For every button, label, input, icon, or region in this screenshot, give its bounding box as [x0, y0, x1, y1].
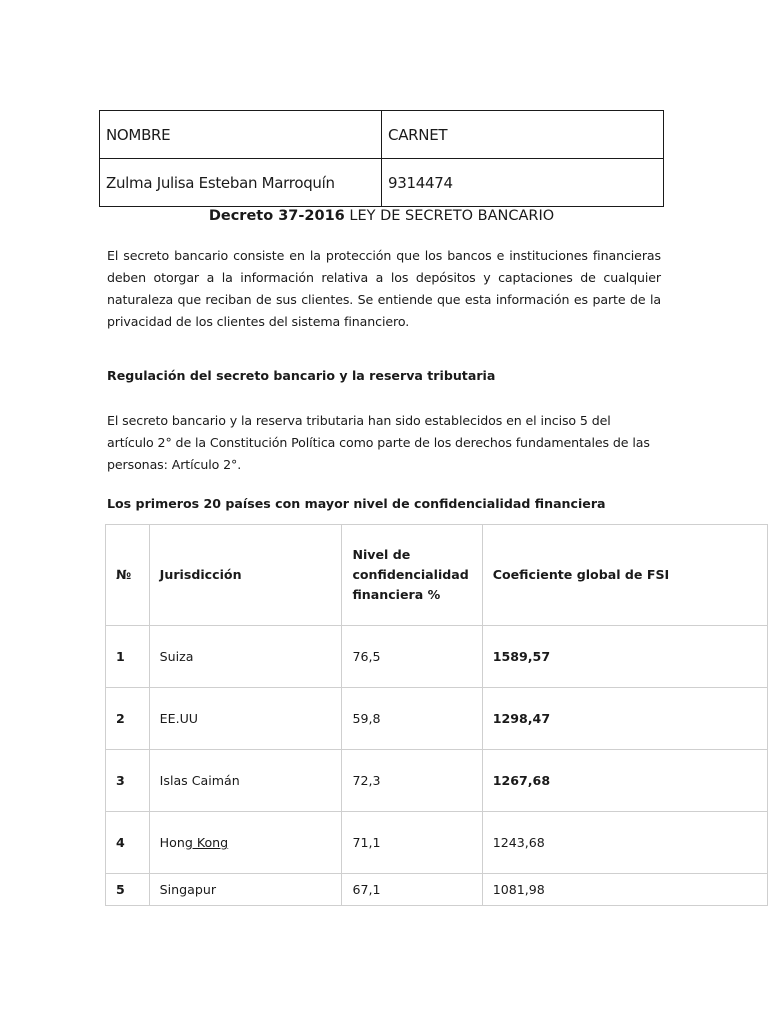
- header-secrecy-level: Nivel de confidencialidad financiera %: [342, 525, 482, 626]
- header-fsi: Coeficiente global de FSI: [482, 525, 767, 626]
- row-jurisdiction: [149, 750, 342, 812]
- title-bold-part: Decreto 37-2016: [208, 208, 345, 224]
- jurisdiction-text: EE.UU: [159, 711, 199, 726]
- title-normal-part: LEY DE SECRETO BANCARIO: [344, 208, 555, 224]
- row-jurisdiction: [149, 626, 342, 688]
- section-paragraph: El secreto bancario y la reserva tributaria han sido establecidos en el inciso 5 del artículo 2° de la Constitución Política como parte de los derechos fundamentales de las personas: Artículo 2°.: [107, 413, 650, 472]
- row-fsi: 1267,68: [482, 750, 767, 812]
- row-secrecy-level: 67,1: [342, 874, 482, 906]
- header-jurisdiction: Jurisdicción: [149, 525, 342, 626]
- header-number: №: [106, 525, 150, 626]
- document-title: [99, 208, 664, 224]
- row-jurisdiction: [149, 812, 342, 874]
- student-carnet-cell: 9314474: [382, 159, 664, 207]
- table-row: [106, 688, 768, 750]
- row-number: 1: [106, 626, 150, 688]
- row-secrecy-level: 76,5: [342, 626, 482, 688]
- intro-paragraph: El secreto bancario consiste en la protección que los bancos e instituciones financieras deben otorgar a la información relativa a los depósitos y captaciones de cualquier naturaleza que reciban de sus clientes. Se entiende que esta información es parte de la privacidad de los clientes del sistema financiero.: [107, 248, 661, 329]
- row-number: 3: [106, 750, 150, 812]
- row-number: 2: [106, 688, 150, 750]
- table-row: [106, 626, 768, 688]
- row-fsi: 1589,57: [482, 626, 767, 688]
- id-table-value-row: [100, 159, 664, 207]
- table-heading: Los primeros 20 países con mayor nivel de confidencialidad financiera: [107, 496, 606, 511]
- ranking-header-row: [106, 525, 768, 626]
- row-fsi: 1298,47: [482, 688, 767, 750]
- row-number: 4: [106, 812, 150, 874]
- row-fsi: 1081,98: [482, 874, 767, 906]
- jurisdiction-text: Singapur: [159, 882, 217, 897]
- jurisdiction-text: Islas Caimán: [159, 773, 240, 788]
- table-row: [106, 812, 768, 874]
- name-header-cell: NOMBRE: [100, 111, 382, 159]
- student-name-cell: Zulma Julisa Esteban Marroquín: [100, 159, 382, 207]
- id-table-header-row: [100, 111, 664, 159]
- student-id-table: [99, 110, 664, 207]
- row-jurisdiction: [149, 688, 342, 750]
- jurisdiction-link[interactable]: g Kong: [184, 835, 229, 850]
- ranking-table: [105, 524, 768, 906]
- jurisdiction-text: Suiza: [159, 649, 194, 664]
- section-heading: Regulación del secreto bancario y la reserva tributaria: [107, 368, 496, 383]
- row-fsi: 1243,68: [482, 812, 767, 874]
- carnet-header-cell: CARNET: [382, 111, 664, 159]
- row-jurisdiction: [149, 874, 342, 906]
- row-secrecy-level: 71,1: [342, 812, 482, 874]
- row-secrecy-level: 59,8: [342, 688, 482, 750]
- row-secrecy-level: 72,3: [342, 750, 482, 812]
- row-number: 5: [106, 874, 150, 906]
- table-row: [106, 874, 768, 906]
- jurisdiction-text: Hon: [159, 835, 185, 850]
- table-row: [106, 750, 768, 812]
